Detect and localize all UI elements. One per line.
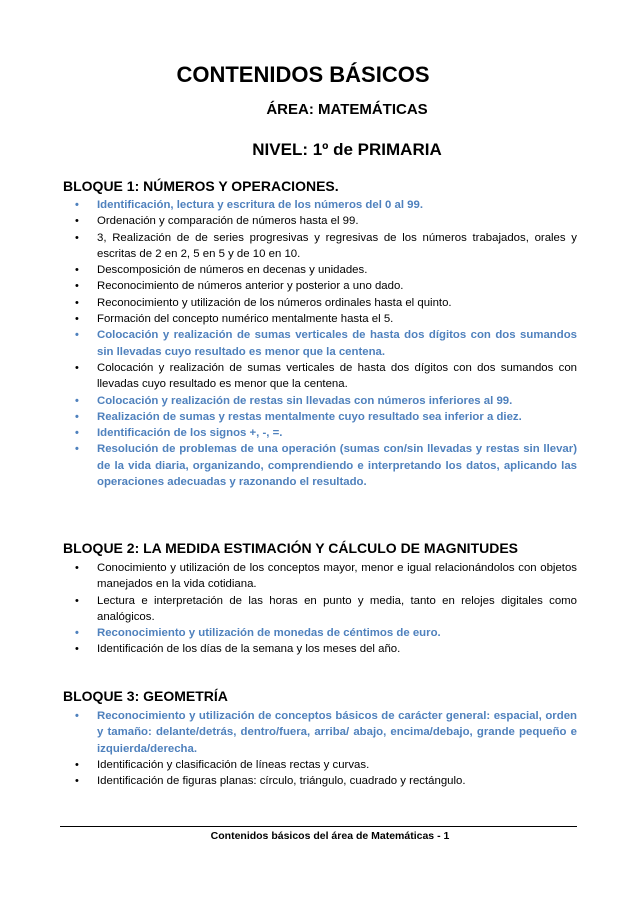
block-2-list [63,560,577,658]
list-item: • Identificación de los signos +, -, =. [63,425,577,441]
list-item: • Formación del concepto numérico mentalmente hasta el 5. [63,311,577,327]
footer-rule [60,826,577,827]
list-item: • Identificación, lectura y escritura de los números del 0 al 99. [63,197,577,213]
area-subtitle: ÁREA: MATEMÁTICAS [266,101,428,118]
list-item: • Reconocimiento y utilización de monedas de céntimos de euro. [63,625,577,641]
list-item: • Colocación y realización de sumas verticales de hasta dos dígitos con dos sumandos con llevadas cuyo resultado es menor que la centena. [63,360,577,393]
list-item: • Colocación y realización de restas sin llevadas con números inferiores al 99. [63,393,577,409]
block-1-list [63,197,577,490]
list-item: • Resolución de problemas de una operación (sumas con/sin llevadas y restas sin llevar) de la vida diaria, organizando, comprendiendo e interpretando los datos, aplicando las operaciones adecuadas y razonando el resultado. [63,441,577,490]
level-subtitle: NIVEL: 1º de PRIMARIA [252,140,442,159]
list-item: • Identificación de los días de la semana y los meses del año. [63,641,577,657]
list-item: • Descomposición de números en decenas y unidades. [63,262,577,278]
list-item: • Reconocimiento de números anterior y posterior a uno dado. [63,278,577,294]
block-1-heading: BLOQUE 1: NÚMEROS Y OPERACIONES. [63,178,339,194]
list-item: • Lectura e interpretación de las horas en punto y media, tanto en relojes digitales como analógicos. [63,593,577,626]
page-footer: Contenidos básicos del área de Matemáticas - 1 [210,830,450,842]
block-3-heading: BLOQUE 3: GEOMETRÍA [63,688,228,704]
block-3-list [63,708,577,789]
document-title: CONTENIDOS BÁSICOS [176,62,430,87]
list-item: • Identificación de figuras planas: círculo, triángulo, cuadrado y rectángulo. [63,773,577,789]
block-2-heading: BLOQUE 2: LA MEDIDA ESTIMACIÓN Y CÁLCULO DE MAGNITUDES [63,540,519,556]
list-item: • Realización de sumas y restas mentalmente cuyo resultado sea inferior a diez. [63,409,577,425]
list-item: • Conocimiento y utilización de los conceptos mayor, menor e igual relacionándolos con objetos manejados en la vida cotidiana. [63,560,577,593]
list-item: • Ordenación y comparación de números hasta el 99. [63,213,577,229]
list-item: • Reconocimiento y utilización de conceptos básicos de carácter general: espacial, orden y tamaño: delante/detrás, dentro/fuera, arriba/ abajo, encima/debajo, grande pequeño e izquierda/derecha. [63,708,577,757]
list-item: • Reconocimiento y utilización de los números ordinales hasta el quinto. [63,295,577,311]
list-item: • Identificación y clasificación de líneas rectas y curvas. [63,757,577,773]
list-item: • 3, Realización de de series progresivas y regresivas de los números trabajados, orales y escritas de 2 en 2, 5 en 5 y de 10 en 10. [63,230,577,263]
list-item: • Colocación y realización de sumas verticales de hasta dos dígitos con dos sumandos sin llevadas cuyo resultado es menor que la centena. [63,327,577,360]
